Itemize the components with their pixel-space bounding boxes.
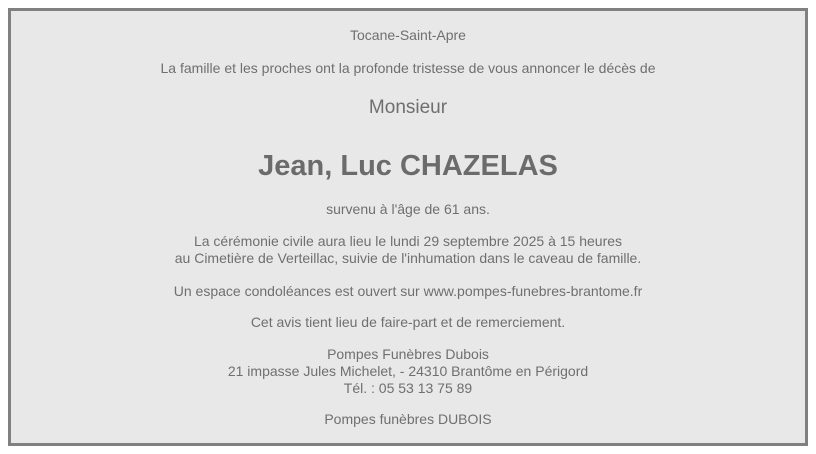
ceremony-text-line-1: La cérémonie civile aura lieu le lundi 29 septembre 2025 à 15 heures bbox=[193, 233, 623, 249]
civility-label: Monsieur bbox=[368, 97, 448, 118]
intro-text: La famille et les proches ont la profonde tristesse de vous annoncer le décès de bbox=[160, 60, 656, 76]
death-notice-card bbox=[8, 8, 808, 446]
funeral-home-name: Pompes Funèbres Dubois bbox=[327, 346, 489, 362]
ceremony-text-line-2: au Cimetière de Verteillac, suivie de l'inhumation dans le caveau de famille. bbox=[174, 250, 642, 266]
signature: Pompes funèbres DUBOIS bbox=[324, 411, 492, 427]
faire-part-text: Cet avis tient lieu de faire-part et de remerciement. bbox=[250, 314, 566, 330]
deceased-name: Jean, Luc CHAZELAS bbox=[258, 150, 558, 182]
funeral-home-address: 21 impasse Jules Michelet, - 24310 Brantôme en Périgord bbox=[227, 363, 589, 379]
funeral-home-phone: Tél. : 05 53 13 75 89 bbox=[343, 380, 473, 396]
town-label: Tocane-Saint-Apre bbox=[350, 27, 466, 43]
age-text: survenu à l'âge de 61 ans. bbox=[326, 201, 490, 217]
condolences-text: Un espace condoléances est ouvert sur www.pompes-funebres-brantome.fr bbox=[173, 283, 643, 299]
